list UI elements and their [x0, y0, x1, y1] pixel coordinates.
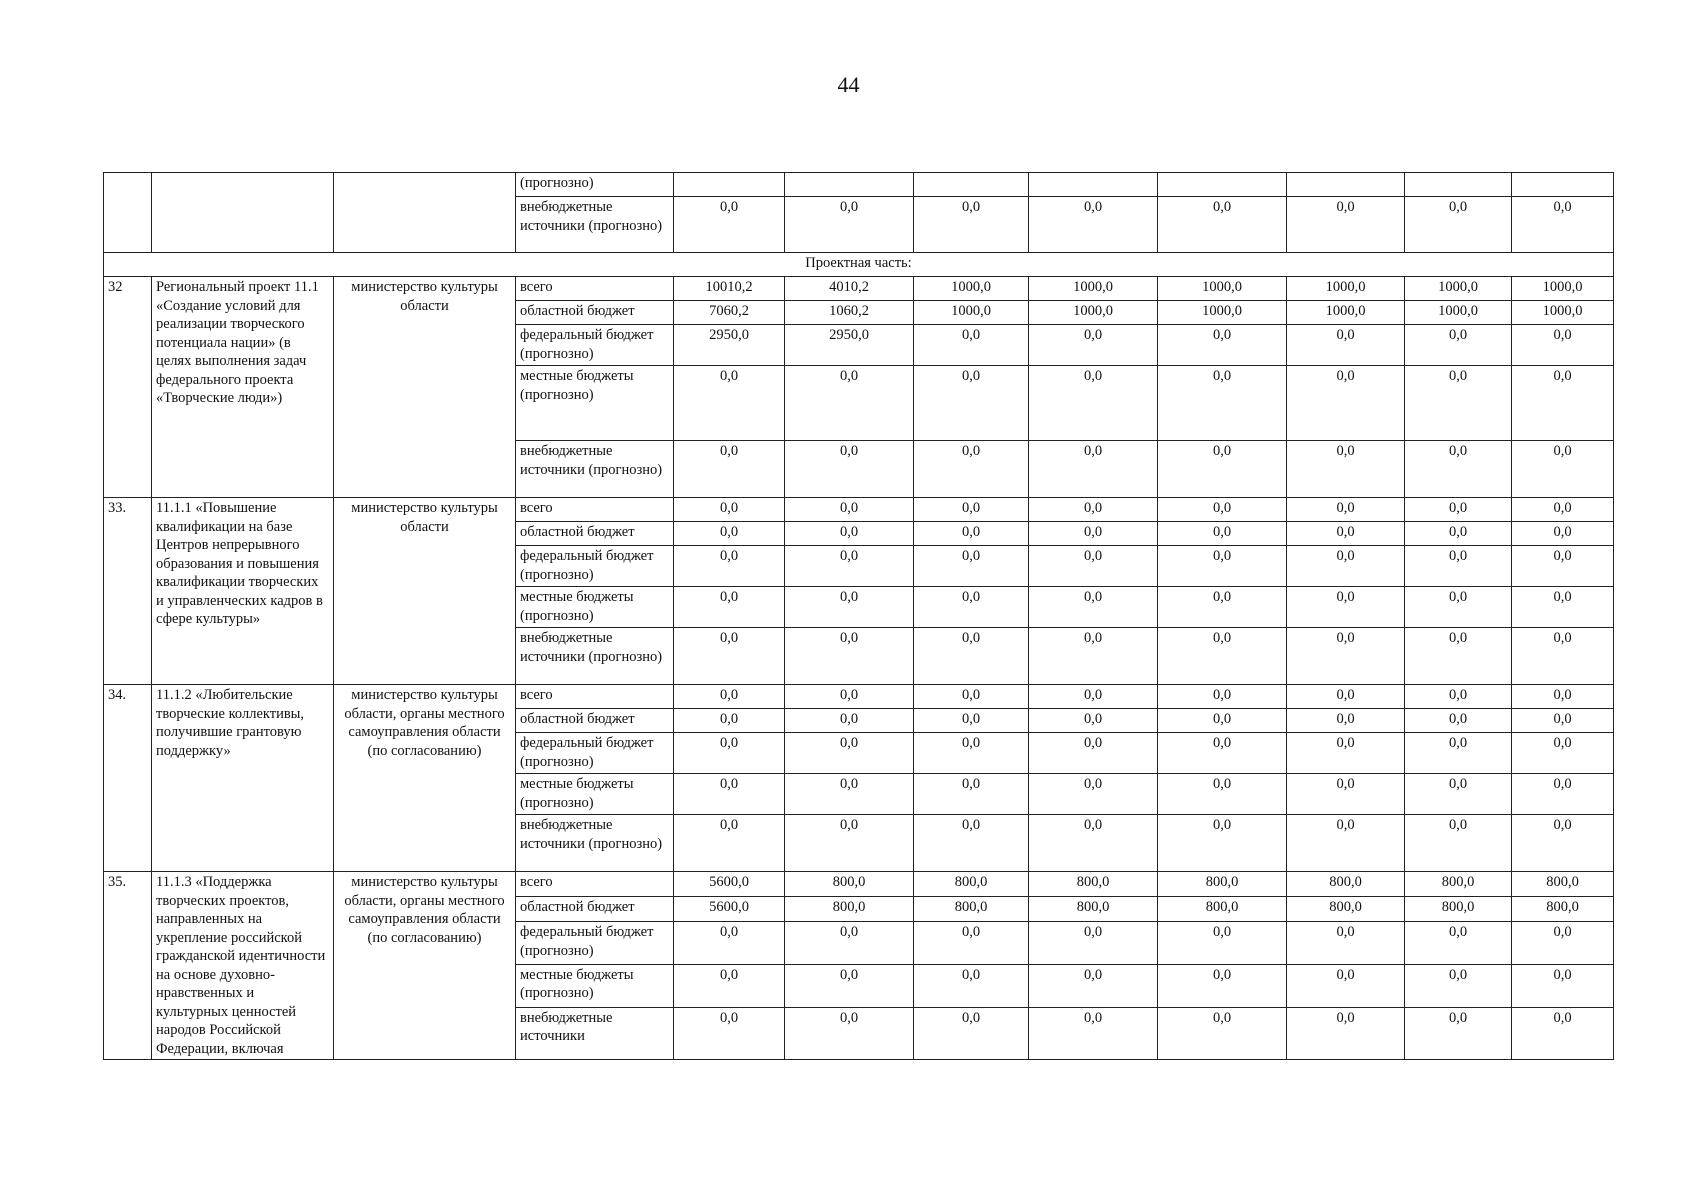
value-cell: 0,0 [914, 774, 1029, 815]
number-cell [104, 173, 152, 253]
value-cell: 0,0 [1029, 197, 1158, 253]
value-cell: 1000,0 [1512, 301, 1614, 325]
name-cell: 11.1.3 «Поддержка творческих проектов, направленных на укрепление российской гражданской идентичности на основе духовно-нравственных и культурных ценностей народов Российской Федерации, включая [152, 872, 334, 1060]
funding-source-cell: внебюджетные источники [516, 1007, 674, 1059]
funding-source-cell: всего [516, 685, 674, 709]
value-cell: 800,0 [1029, 872, 1158, 897]
value-cell: 0,0 [1405, 325, 1512, 366]
value-cell: 0,0 [1029, 366, 1158, 441]
value-cell: 0,0 [1158, 964, 1287, 1007]
value-cell: 0,0 [785, 733, 914, 774]
value-cell: 800,0 [1287, 872, 1405, 897]
name-cell: 11.1.2 «Любительские творческие коллективы, получившие грантовую поддержку» [152, 685, 334, 872]
value-cell: 1000,0 [1029, 277, 1158, 301]
value-cell: 800,0 [914, 872, 1029, 897]
name-cell [152, 173, 334, 253]
page-number: 44 [837, 72, 860, 97]
value-cell [1158, 173, 1287, 197]
table-row [104, 498, 1614, 522]
value-cell: 0,0 [914, 441, 1029, 498]
table-row [104, 872, 1614, 897]
value-cell: 0,0 [1029, 522, 1158, 546]
value-cell: 800,0 [1405, 872, 1512, 897]
value-cell: 0,0 [1512, 685, 1614, 709]
value-cell: 0,0 [1405, 522, 1512, 546]
table-body [104, 173, 1614, 1060]
value-cell: 0,0 [674, 628, 785, 685]
value-cell: 0,0 [1287, 685, 1405, 709]
value-cell: 0,0 [1158, 1007, 1287, 1059]
funding-source-cell: областной бюджет [516, 522, 674, 546]
value-cell: 0,0 [1512, 709, 1614, 733]
value-cell: 0,0 [1512, 964, 1614, 1007]
value-cell: 0,0 [1158, 366, 1287, 441]
value-cell: 0,0 [785, 587, 914, 628]
value-cell: 0,0 [1287, 441, 1405, 498]
value-cell: 0,0 [1512, 441, 1614, 498]
value-cell: 0,0 [1029, 546, 1158, 587]
value-cell: 0,0 [785, 628, 914, 685]
value-cell: 0,0 [914, 587, 1029, 628]
value-cell: 0,0 [1158, 498, 1287, 522]
value-cell: 0,0 [1405, 685, 1512, 709]
value-cell: 0,0 [1287, 628, 1405, 685]
value-cell: 800,0 [914, 897, 1029, 922]
funding-source-cell: всего [516, 498, 674, 522]
name-cell: Региональный проект 11.1 «Создание условий для реализации творческого потенциала нации» (в целях выполнения задач федерального проекта «Творческие люди») [152, 277, 334, 498]
value-cell: 0,0 [785, 709, 914, 733]
value-cell: 0,0 [785, 197, 914, 253]
value-cell: 0,0 [1158, 685, 1287, 709]
value-cell: 0,0 [1029, 685, 1158, 709]
value-cell: 0,0 [1512, 498, 1614, 522]
section-title: Проектная часть: [104, 253, 1614, 277]
value-cell: 0,0 [914, 197, 1029, 253]
budget-table [103, 172, 1614, 1060]
value-cell: 0,0 [1287, 964, 1405, 1007]
funding-source-cell: областной бюджет [516, 301, 674, 325]
value-cell: 0,0 [1158, 546, 1287, 587]
value-cell: 0,0 [674, 522, 785, 546]
value-cell: 2950,0 [674, 325, 785, 366]
funding-source-cell: внебюджетные источники (прогнозно) [516, 628, 674, 685]
value-cell: 1000,0 [1029, 301, 1158, 325]
value-cell: 0,0 [1287, 815, 1405, 872]
value-cell: 0,0 [1029, 815, 1158, 872]
value-cell: 0,0 [674, 366, 785, 441]
value-cell: 0,0 [785, 964, 914, 1007]
funding-source-cell: местные бюджеты (прогнозно) [516, 964, 674, 1007]
funding-source-cell: федеральный бюджет (прогнозно) [516, 733, 674, 774]
value-cell: 0,0 [1158, 628, 1287, 685]
executor-cell [334, 173, 516, 253]
number-cell: 34. [104, 685, 152, 872]
value-cell: 0,0 [785, 1007, 914, 1059]
value-cell: 800,0 [1512, 872, 1614, 897]
value-cell: 0,0 [1029, 733, 1158, 774]
value-cell: 0,0 [1405, 815, 1512, 872]
value-cell: 0,0 [1405, 922, 1512, 965]
value-cell: 0,0 [1405, 546, 1512, 587]
value-cell: 0,0 [1158, 815, 1287, 872]
value-cell: 0,0 [1029, 498, 1158, 522]
value-cell: 0,0 [1287, 587, 1405, 628]
value-cell [674, 173, 785, 197]
value-cell: 1000,0 [1287, 277, 1405, 301]
value-cell: 0,0 [1405, 587, 1512, 628]
number-cell: 32 [104, 277, 152, 498]
value-cell: 0,0 [674, 774, 785, 815]
value-cell: 0,0 [785, 366, 914, 441]
value-cell: 0,0 [1512, 628, 1614, 685]
value-cell: 0,0 [1287, 1007, 1405, 1059]
value-cell: 0,0 [1029, 325, 1158, 366]
value-cell: 800,0 [1512, 897, 1614, 922]
value-cell: 0,0 [1158, 587, 1287, 628]
value-cell: 0,0 [785, 922, 914, 965]
value-cell: 1000,0 [1158, 277, 1287, 301]
funding-source-cell: внебюджетные источники (прогнозно) [516, 197, 674, 253]
value-cell: 0,0 [785, 498, 914, 522]
value-cell: 1000,0 [1405, 277, 1512, 301]
value-cell: 0,0 [1512, 522, 1614, 546]
funding-source-cell: областной бюджет [516, 897, 674, 922]
value-cell: 800,0 [1029, 897, 1158, 922]
funding-source-cell: федеральный бюджет (прогнозно) [516, 546, 674, 587]
value-cell [1029, 173, 1158, 197]
value-cell: 0,0 [1405, 366, 1512, 441]
value-cell: 0,0 [1287, 498, 1405, 522]
value-cell: 0,0 [1158, 441, 1287, 498]
value-cell: 0,0 [1405, 197, 1512, 253]
value-cell: 5600,0 [674, 897, 785, 922]
value-cell: 10010,2 [674, 277, 785, 301]
value-cell: 0,0 [674, 587, 785, 628]
value-cell: 0,0 [1158, 197, 1287, 253]
executor-cell: министерство культуры области, органы местного самоуправления области (по согласованию) [334, 872, 516, 1060]
value-cell: 0,0 [914, 815, 1029, 872]
value-cell: 800,0 [1158, 897, 1287, 922]
value-cell: 0,0 [1405, 1007, 1512, 1059]
executor-cell: министерство культуры области, органы местного самоуправления области (по согласованию) [334, 685, 516, 872]
value-cell: 1000,0 [914, 277, 1029, 301]
value-cell: 0,0 [785, 774, 914, 815]
value-cell: 0,0 [674, 197, 785, 253]
funding-source-cell: всего [516, 872, 674, 897]
value-cell: 0,0 [914, 628, 1029, 685]
value-cell: 0,0 [1405, 498, 1512, 522]
value-cell: 0,0 [1287, 522, 1405, 546]
value-cell: 0,0 [1029, 587, 1158, 628]
funding-source-cell: федеральный бюджет (прогнозно) [516, 325, 674, 366]
value-cell: 0,0 [674, 709, 785, 733]
value-cell: 0,0 [1512, 587, 1614, 628]
value-cell: 0,0 [1512, 815, 1614, 872]
table-row [104, 277, 1614, 301]
value-cell: 0,0 [1029, 922, 1158, 965]
value-cell: 0,0 [674, 964, 785, 1007]
value-cell: 0,0 [1405, 628, 1512, 685]
value-cell: 0,0 [785, 546, 914, 587]
value-cell: 0,0 [674, 922, 785, 965]
value-cell: 7060,2 [674, 301, 785, 325]
table-row [104, 685, 1614, 709]
value-cell: 0,0 [1158, 709, 1287, 733]
value-cell: 0,0 [1512, 366, 1614, 441]
value-cell: 0,0 [1029, 774, 1158, 815]
value-cell: 0,0 [914, 325, 1029, 366]
value-cell [914, 173, 1029, 197]
value-cell: 0,0 [674, 685, 785, 709]
value-cell: 0,0 [1158, 522, 1287, 546]
value-cell: 0,0 [1158, 922, 1287, 965]
value-cell: 0,0 [785, 522, 914, 546]
value-cell: 0,0 [1287, 197, 1405, 253]
value-cell [1287, 173, 1405, 197]
value-cell: 0,0 [914, 733, 1029, 774]
value-cell: 0,0 [1405, 709, 1512, 733]
funding-source-cell: местные бюджеты (прогнозно) [516, 587, 674, 628]
value-cell: 0,0 [1512, 1007, 1614, 1059]
number-cell: 35. [104, 872, 152, 1060]
value-cell: 0,0 [1287, 733, 1405, 774]
value-cell: 0,0 [914, 498, 1029, 522]
value-cell: 0,0 [914, 922, 1029, 965]
value-cell: 0,0 [674, 441, 785, 498]
value-cell: 0,0 [914, 1007, 1029, 1059]
value-cell: 1000,0 [1512, 277, 1614, 301]
value-cell: 0,0 [674, 1007, 785, 1059]
value-cell: 0,0 [1405, 964, 1512, 1007]
value-cell: 0,0 [1287, 325, 1405, 366]
value-cell: 0,0 [914, 685, 1029, 709]
value-cell: 0,0 [785, 815, 914, 872]
funding-source-cell: всего [516, 277, 674, 301]
value-cell: 0,0 [1158, 325, 1287, 366]
value-cell: 0,0 [1158, 733, 1287, 774]
value-cell: 1000,0 [1287, 301, 1405, 325]
value-cell: 5600,0 [674, 872, 785, 897]
funding-source-cell: федеральный бюджет (прогнозно) [516, 922, 674, 965]
value-cell: 0,0 [1029, 964, 1158, 1007]
value-cell: 0,0 [914, 546, 1029, 587]
value-cell: 0,0 [1405, 733, 1512, 774]
value-cell: 0,0 [1029, 709, 1158, 733]
funding-source-cell: областной бюджет [516, 709, 674, 733]
value-cell: 1060,2 [785, 301, 914, 325]
table-row [104, 173, 1614, 197]
value-cell: 800,0 [1158, 872, 1287, 897]
funding-source-cell: внебюджетные источники (прогнозно) [516, 815, 674, 872]
value-cell: 2950,0 [785, 325, 914, 366]
value-cell: 0,0 [1512, 733, 1614, 774]
value-cell [785, 173, 914, 197]
funding-source-cell: внебюджетные источники (прогнозно) [516, 441, 674, 498]
funding-source-cell: местные бюджеты (прогнозно) [516, 366, 674, 441]
value-cell [1512, 173, 1614, 197]
value-cell: 0,0 [1512, 922, 1614, 965]
funding-source-cell: (прогнозно) [516, 173, 674, 197]
value-cell: 800,0 [1405, 897, 1512, 922]
value-cell: 0,0 [785, 685, 914, 709]
value-cell: 0,0 [1029, 628, 1158, 685]
value-cell: 0,0 [674, 498, 785, 522]
value-cell: 0,0 [1512, 197, 1614, 253]
value-cell: 0,0 [785, 441, 914, 498]
value-cell: 0,0 [914, 964, 1029, 1007]
value-cell: 0,0 [1029, 1007, 1158, 1059]
number-cell: 33. [104, 498, 152, 685]
value-cell: 0,0 [914, 366, 1029, 441]
value-cell [1405, 173, 1512, 197]
value-cell: 0,0 [1287, 774, 1405, 815]
value-cell: 0,0 [1287, 922, 1405, 965]
executor-cell: министерство культуры области [334, 498, 516, 685]
value-cell: 0,0 [1512, 325, 1614, 366]
funding-source-cell: местные бюджеты (прогнозно) [516, 774, 674, 815]
value-cell: 0,0 [1405, 774, 1512, 815]
value-cell: 800,0 [785, 897, 914, 922]
value-cell: 0,0 [914, 709, 1029, 733]
value-cell: 800,0 [785, 872, 914, 897]
value-cell: 0,0 [674, 815, 785, 872]
executor-cell: министерство культуры области [334, 277, 516, 498]
value-cell: 800,0 [1287, 897, 1405, 922]
value-cell: 0,0 [1512, 774, 1614, 815]
value-cell: 0,0 [1512, 546, 1614, 587]
value-cell: 0,0 [1158, 774, 1287, 815]
value-cell: 0,0 [1287, 366, 1405, 441]
value-cell: 0,0 [914, 522, 1029, 546]
value-cell: 0,0 [1405, 441, 1512, 498]
value-cell: 0,0 [1287, 709, 1405, 733]
name-cell: 11.1.1 «Повышение квалификации на базе Центров непрерывного образования и повышения квалификации творческих и управленческих кадров в сфере культуры» [152, 498, 334, 685]
value-cell: 0,0 [674, 733, 785, 774]
section-row [104, 253, 1614, 277]
value-cell: 0,0 [674, 546, 785, 587]
value-cell: 0,0 [1029, 441, 1158, 498]
value-cell: 0,0 [1287, 546, 1405, 587]
value-cell: 1000,0 [1405, 301, 1512, 325]
value-cell: 1000,0 [914, 301, 1029, 325]
value-cell: 4010,2 [785, 277, 914, 301]
value-cell: 1000,0 [1158, 301, 1287, 325]
